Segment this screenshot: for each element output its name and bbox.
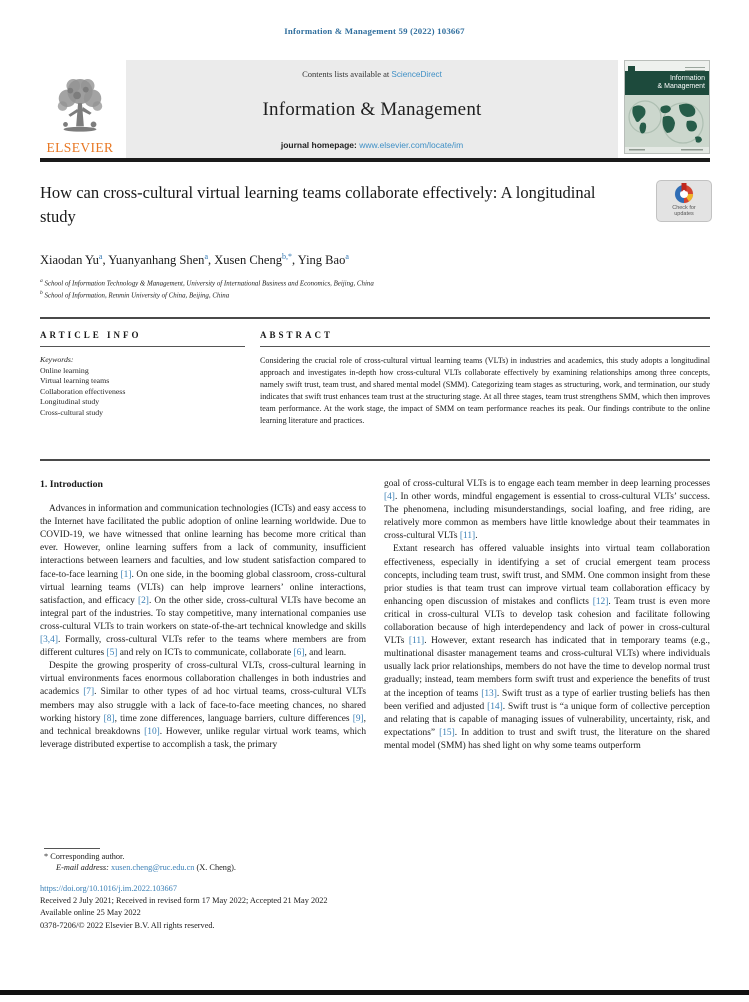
keywords-label: Keywords:: [40, 355, 74, 364]
cover-title: Information & Management: [625, 71, 709, 95]
citation-link[interactable]: [9]: [352, 713, 364, 724]
keyword: Cross-cultural study: [40, 407, 104, 417]
citation-link[interactable]: [3,4]: [40, 635, 58, 646]
intro-paragraph-1: Advances in information and communication technologies (ICTs) and easy access to the Internet have facilitated the public adoption of online learning worldwide. Due to COVID-19, we have witnessed that online learning has become more critical than ever. However, online learning suffers from a lack of community, insufficient interactions between learners and faculties, and low student satisfaction compared to face-to-face learning [1]. On one side, in the booming global classroom, cross-cultural virtual learning teams (VLTs) can help improve learners’ online interactions, satisfaction, and efficacy [2]. On the other side, cross-cultural VLTs have become an integral part of the industries. To stay competitive, many international companies use cross-cultural VLTs to train workers on state-of-the-art technical knowledge and skills [3,4]. Formally, cross-cultural VLTs refer to the teams where members are from different cultures [5] and rely on ICTs to communicate, collaborate [6], and learn.: [40, 504, 366, 659]
section-divider-top: [40, 317, 710, 319]
body-column-right: [384, 478, 710, 834]
author: Ying Bao$^a$: [297, 252, 349, 268]
elsevier-wordmark: ELSEVIER: [46, 140, 114, 155]
citation-link[interactable]: [12]: [592, 596, 609, 607]
article-info-heading: ARTICLE INFO: [40, 330, 245, 347]
journal-title: Information & Management: [262, 98, 482, 120]
homepage-label: journal homepage:: [280, 140, 360, 150]
author-affil-sup: a: [345, 252, 349, 261]
header-divider: [40, 158, 710, 162]
intro-paragraph-3: goal of cross-cultural VLTs is to engage each team member in deep learning processes [4]. In other words, mindful engagement is essential to cross-cultural VLTs’ success. The phenomena, including misunderstandings, social loafing, and free riding, are relatively more common as members have little knowledge about their teammates in cross-cultural VLTs [11].: [384, 479, 710, 542]
author-affil-sup: b,*: [281, 252, 292, 261]
keyword: Virtual learning teams: [40, 376, 110, 385]
contents-list-line: [302, 69, 442, 79]
author: Xusen Cheng$^{b,*}$,: [214, 252, 298, 268]
author: Xiaodan Yu$^a$,: [40, 252, 109, 268]
check-updates-text-2: updates: [674, 211, 694, 217]
corresponding-author-line: * Corresponding author.: [44, 852, 125, 861]
affiliations: [40, 277, 660, 301]
keyword: Online learning: [40, 365, 89, 375]
journal-masthead: [40, 60, 710, 158]
available-online: Available online 25 May 2022: [40, 908, 141, 918]
footnote-rule: [44, 848, 100, 849]
citation-link[interactable]: [5]: [106, 648, 118, 659]
article-info-column: [40, 330, 245, 418]
email-link[interactable]: xusen.cheng@ruc.edu.cn: [108, 862, 197, 872]
article-history-footer: [40, 883, 680, 932]
corresponding-author-footnote: [40, 848, 440, 874]
citation-link[interactable]: [2]: [138, 595, 149, 606]
affiliation-b: $^b$ School of Information, Renmin University of China, Beijing, China: [40, 289, 230, 300]
email-line: E-mail address: xusen.cheng@ruc.edu.cn (X. Cheng).: [56, 862, 236, 872]
keyword: Collaboration effectiveness: [40, 386, 126, 396]
check-updates-text-1: Check for: [672, 205, 696, 211]
keyword: Longitudinal study: [40, 397, 100, 406]
check-for-updates-badge[interactable]: [656, 180, 712, 222]
affiliation-a: $^a$ School of Information Technology & Management, University of International Business and Economics, Beijing, China: [40, 278, 374, 288]
contents-prefix: Contents lists available at: [302, 69, 392, 79]
abstract-text: Considering the crucial role of cross-cultural virtual learning teams (VLTs) in industries and academics, this study adopts a longitudinal approach and investigates in-depth how cross-cultural VLTs collaborate effectively by examining relationships among three concepts, namely swift trust, team trust, and shared mental model (SMM). Categorizing team stages as structuring, work, and termination, our study indicates that swift trust enhances team trust at the structuring stage. At all three stages, team trust strengthens SMM, which then improves team performance. At the work stage, the impact of SMM on team performance reaches its peak. Our findings contribute to the online learning literature and practices.: [260, 356, 710, 426]
doi-link[interactable]: https://doi.org/10.1016/j.im.2022.103667: [40, 884, 177, 893]
intro-paragraph-2: Despite the growing prosperity of cross-cultural VLTs, cross-cultural learning in virtual environments faces enormous collaboration challenges in both industries and academics [7]. Similar to other types of ad hoc virtual teams, cross-cultural VLTs members may also struggle with a lack of face-to-face meeting chances, no shared working history [8], time zone differences, language barriers, culture differences [9], and technical breakdowns [10]. However, unlike regular virtual work teams, which leverage distributed expertise to accomplish a task, the primary: [40, 661, 366, 750]
citation-link[interactable]: [11]: [408, 636, 425, 647]
world-map-icon: [625, 95, 709, 153]
section-divider-bottom: [40, 459, 710, 461]
page-bottom-edge: [0, 990, 749, 995]
body-column-left: [40, 478, 366, 834]
author-affil-sup: a: [98, 252, 103, 261]
citation-link[interactable]: [13]: [481, 688, 497, 699]
introduction-heading: 1. Introduction: [40, 479, 103, 490]
author-affil-sup: a: [204, 252, 208, 261]
citation-link[interactable]: [6]: [293, 648, 305, 659]
citation-link[interactable]: [10]: [144, 726, 160, 737]
received-dates: Received 2 July 2021; Received in revised form 17 May 2022; Accepted 21 May 2022: [40, 896, 328, 906]
author: Yuanyanhang Shen$^a$,: [108, 252, 215, 268]
citation-link[interactable]: [11]: [459, 531, 476, 542]
abstract-heading: ABSTRACT: [260, 330, 710, 347]
intro-paragraph-4: Extant research has offered valuable insights into virtual team collaboration effectiveness, especially in identifying a set of crucial emergent team process concepts, including team trust, swift trust, and SMM. One common insight from these prior studies is that team trust can improve virtual team collaboration efficacy by enhancing open discussion of mistakes and conflicts [12]. Team trust is even more critical in cross-cultural VLTs to develop task cohesion and facilitate following collaboration because of high interdependency and lack of power in cross-cultural VLTs [11]. However, extant research has indicated that in temporary teams (e.g., multinational disaster management teams and cross-cultural VLTs) where individuals usually lack prior relationships, members do not have the time to develop normal trust gradually; instead, team members form swift trust and experience the benefits of trust at the inception of teams [13]. Swift trust as a type of earlier trusting beliefs has then been verified and adjusted [14]. Swift trust is “a unique form of collective perception and relating that is capable of managing issues of vulnerability, uncertainty, risk, and expectations” [15]. In addition to trust and swift trust, the literature on the shared mental model (SMM) has shed light on why some teams outperform: [384, 544, 710, 751]
elsevier-logo: [40, 60, 120, 158]
sciencedirect-link[interactable]: ScienceDirect: [391, 70, 442, 79]
citation-link[interactable]: [4]: [384, 492, 395, 503]
journal-citation-line: Information & Management 59 (2022) 103667: [284, 26, 465, 36]
journal-homepage-line: [281, 140, 463, 150]
journal-header-box: [126, 60, 618, 158]
citation-link[interactable]: [15]: [439, 727, 455, 738]
journal-homepage-link[interactable]: www.elsevier.com/locate/im: [359, 140, 464, 150]
citation-link[interactable]: [7]: [83, 687, 95, 698]
citation-link[interactable]: [14]: [487, 701, 503, 712]
article-title: How can cross-cultural virtual learning teams collaborate effectively: A longitudinal study: [40, 183, 596, 226]
citation-link[interactable]: [8]: [103, 713, 115, 724]
copyright-line: 0378-7206/© 2022 Elsevier B.V. All rights reserved.: [40, 920, 215, 930]
citation-link[interactable]: [1]: [120, 569, 132, 580]
crossmark-icon: [673, 183, 695, 205]
elsevier-tree-icon: [51, 76, 109, 140]
abstract-column: [260, 330, 710, 428]
author-list: [40, 252, 640, 268]
journal-cover-thumbnail[interactable]: [624, 60, 710, 154]
